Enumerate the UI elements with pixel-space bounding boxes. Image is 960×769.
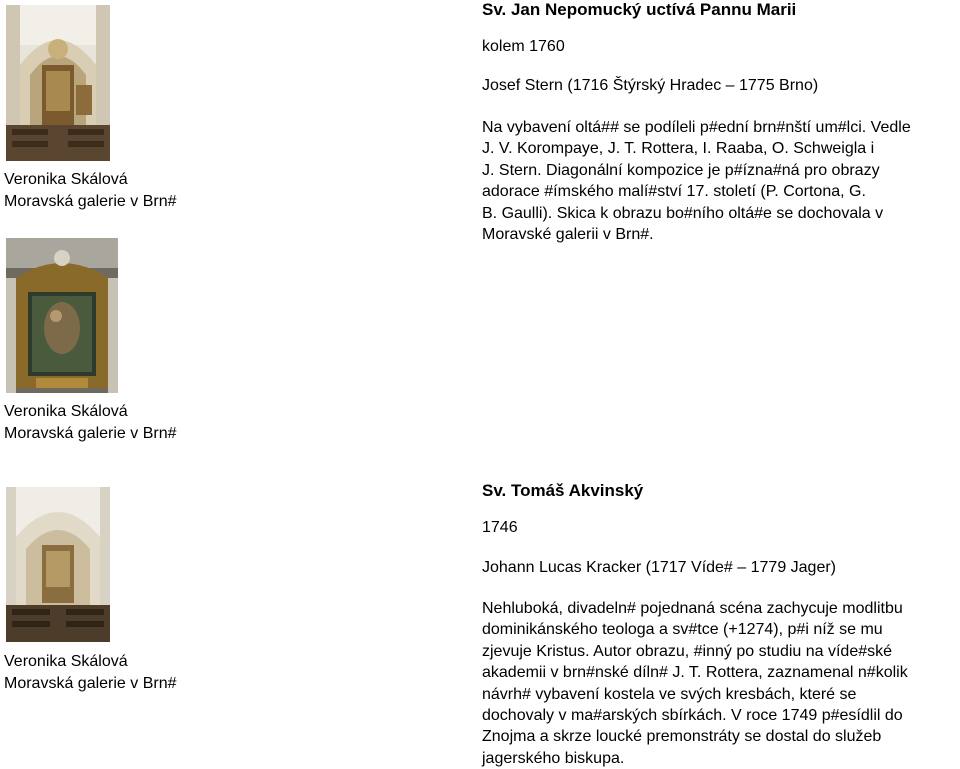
credit-collection: Moravská galerie v Brn#	[4, 193, 177, 210]
artwork-artist: Johann Lucas Kracker (1717 Víde# – 1779 Jager)	[482, 559, 837, 576]
credit-collection: Moravská galerie v Brn#	[4, 425, 177, 442]
description-line: dominikánského teologa a sv#tce (+1274), p#i níž se mu	[482, 621, 883, 639]
credit-collection: Moravská galerie v Brn#	[4, 675, 177, 692]
description-line: J. V. Korompaye, J. T. Rottera, I. Raaba, O. Schweigla i	[482, 140, 875, 158]
artwork-description	[482, 117, 952, 245]
description-line: akademii v brn#nské díln# J. T. Rottera, zaznamenal n#kolik	[482, 664, 908, 682]
photo-credit	[4, 401, 177, 445]
credit-photographer: Veronika Skálová	[4, 653, 128, 670]
artwork-title: Sv. Jan Nepomucký uctívá Pannu Marii	[482, 0, 797, 19]
description-line: J. Stern. Diagonální kompozice je p#ízna#ná pro obrazy	[482, 161, 880, 179]
altarpiece-illustration	[6, 238, 118, 393]
church-nave-illustration	[6, 487, 110, 642]
credit-photographer: Veronika Skálová	[4, 171, 128, 188]
description-line: jagerského biskupa.	[482, 749, 625, 767]
description-line: zjevuje Kristus. Autor obrazu, #inný po studiu na víde#ské	[482, 642, 893, 660]
description-line: Nehluboká, divadeln# pojednaná scéna zachycuje modlitbu	[482, 600, 903, 617]
description-line: dochovaly v ma#arských sbírkách. V roce 1749 p#esídlil do	[482, 707, 903, 725]
description-line: návrh# vybavení kostela ve svých kresbách, které se	[482, 685, 857, 703]
description-line: Znojma a skrze loucké premonstráty se dostal do služeb	[482, 728, 882, 746]
credit-photographer: Veronika Skálová	[4, 403, 128, 420]
church-interior-photo	[6, 5, 110, 161]
altarpiece-photo	[6, 238, 118, 393]
photo-credit	[4, 169, 177, 213]
artwork-description	[482, 598, 952, 769]
artwork-date: kolem 1760	[482, 38, 565, 55]
artwork-artist: Josef Stern (1716 Štýrský Hradec – 1775 Brno)	[482, 77, 819, 94]
description-line: B. Gaulli). Skica k obrazu bo#ního oltá#e se dochovala v	[482, 204, 884, 222]
artwork-date: 1746	[482, 519, 518, 536]
church-interior-illustration	[6, 5, 110, 161]
description-line: Moravské galerii v Brn#.	[482, 226, 654, 244]
description-line: adorace #ímského malí#ství 17. století (P. Cortona, G.	[482, 183, 866, 201]
church-nave-photo	[6, 487, 110, 642]
photo-credit	[4, 651, 177, 695]
artwork-title: Sv. Tomáš Akvinský	[482, 481, 644, 500]
description-line: Na vybavení oltá## se podíleli p#ední brn#nští um#lci. Vedle	[482, 119, 911, 136]
